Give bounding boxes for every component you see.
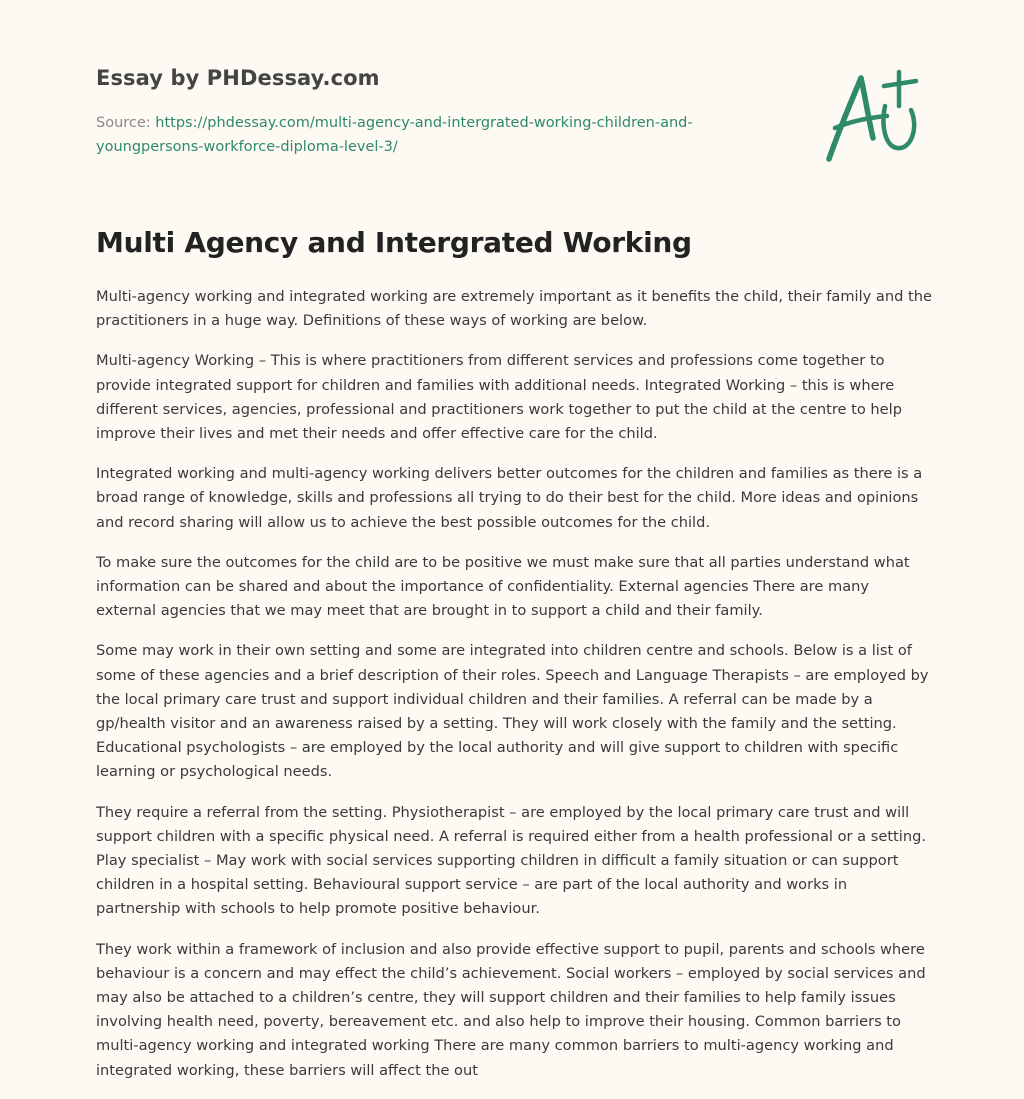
essay-paragraph: Some may work in their own setting and some are integrated into children centre and schools. Below is a list of some of these agencies and a brief description of their roles. Speech and Language Therapists – are employed by the local primary care trust and support individual children and their families. A referral can be made by a gp/health visitor and an awareness raised by a setting. They will work closely with the family and the setting. Educational psychologists – are employed by the local authority and will give support to children with specific learning or psychological needs. bbox=[96, 642, 929, 781]
essay-paragraph: Multi-agency Working – This is where practitioners from different services and professions come together to provide integrated support for children and families with additional needs. Integrated Working – this is where different services, agencies, professional and practitioners work together to put the child at the centre to help improve their lives and met their needs and offer effective care for the child. bbox=[96, 352, 902, 443]
source-label: Source: bbox=[96, 115, 151, 131]
a-plus-grade-icon bbox=[821, 66, 931, 166]
essay-paragraph: Integrated working and multi-agency working delivers better outcomes for the children and families as there is a broad range of knowledge, skills and professions all trying to do their best for the child. More ideas and opinions and record sharing will allow us to achieve the best possible outcomes for the child. bbox=[96, 465, 923, 531]
essay-paragraph: To make sure the outcomes for the child are to be positive we must make sure that all parties understand what information can be shared and about the importance of confidentiality. External agencies There are many external agencies that we may meet that are brought in to support a child and their family. bbox=[96, 553, 910, 620]
essay-paragraph: They require a referral from the setting. Physiotherapist – are employed by the local primary care trust and will support children with a specific physical need. A referral is required either from a health professional or a setting. Play specialist – May work with social services supporting children in difficult a family situation or can support children in a hospital setting. Behavioural support service – are part of the local authority and works in partnership with schools to help promote positive behaviour. bbox=[96, 803, 926, 918]
source-link[interactable]: https://phdessay.com/multi-agency-and-intergrated-working-children-and-youngpersons-workforce-diploma-level-3/ bbox=[96, 115, 693, 155]
essay-title: Multi Agency and Intergrated Working bbox=[96, 226, 692, 259]
site-brand: Essay by PHDessay.com bbox=[96, 66, 380, 90]
essay-paragraph: They work within a framework of inclusion and also provide effective support to pupil, parents and schools where behaviour is a concern and may effect the child’s achievement. Social workers – employed by social services and may also be attached to a children’s centre, they will support children and their families to help family issues involving health need, poverty, bereavement etc. and also help to improve their housing. Common barriers to multi-agency working and integrated working There are many common barriers to multi-agency working and integrated working, these barriers will affect the out bbox=[96, 940, 926, 1079]
essay-body bbox=[96, 285, 932, 1099]
essay-paragraph: Multi-agency working and integrated working are extremely important as it benefits the child, their family and the practitioners in a huge way. Definitions of these ways of working are below. bbox=[96, 288, 932, 330]
source-line bbox=[96, 111, 736, 159]
